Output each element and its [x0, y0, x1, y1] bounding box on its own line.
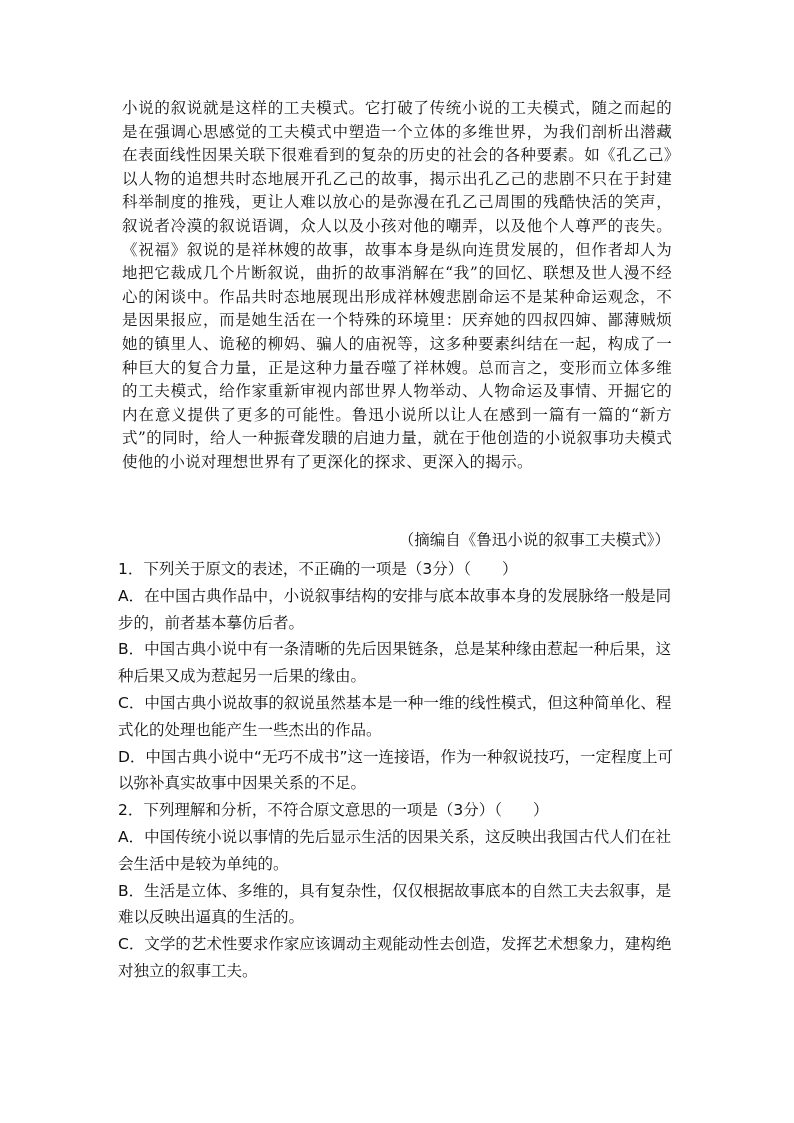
question-1	[118, 556, 678, 797]
option-b: B．生活是立体、多维的，具有复杂性，仅仅根据故事底本的自然工夫去叙事，是难以反映出逼真的生活的。	[118, 881, 672, 927]
option-b: B．中国古典小说中有一条清晰的先后因果链条，总是某种缘由惹起一种后果，这种后果又成为惹起另一后果的缘由。	[118, 640, 672, 686]
option-c: C．中国古典小说故事的叙说虽然基本是一种一维的线性模式，但这种简单化、程式化的处理也能产生一些杰出的作品。	[118, 693, 672, 739]
option-a: A．在中国古典作品中，小说叙事结构的安排与底本故事本身的发展脉络一般是同步的，前者基本摹仿后者。	[118, 586, 672, 632]
question-2	[118, 797, 678, 985]
passage-paragraph: 小说的叙说就是这样的工夫模式。它打破了传统小说的工夫模式，随之而起的是在强调心思感觉的工夫模式中塑造一个立体的多维世界，为我们剖析出潜藏在表面线性因果关联下很难看到的复杂的历史的社会的各种要素。如《孔乙己》以人物的追想共时态地展开孔乙己的故事，揭示出孔乙己的悲剧不只在于封建科举制度的推残，更让人难以放心的是弥漫在孔乙己周围的残酷快活的笑声，叙说者冷漠的叙说语调，众人以及小孩对他的嘲弄，以及他个人尊严的丧失。《祝福》叙说的是祥林嫂的故事，故事本身是纵向连贯发展的，但作者却人为地把它裁成几个片断叙说，曲折的故事消解在“我”的回忆、联想及世人漫不经心的闲谈中。作品共时态地展现出形成祥林嫂悲剧命运不是某种命运观念，不是因果报应，而是她生活在一个特殊的环境里：厌弃她的四叔四婶、鄙薄贼烦她的镇里人、诡秘的柳妈、骗人的庙祝等，这多种要素纠结在一起，构成了一种巨大的复合力量，正是这种力量吞噬了祥林嫂。总而言之，变形而立体多维的工夫模式，给作家重新审视内部世界人物举动、人物命运及事情、开掘它的内在意义提供了更多的可能性。鲁迅小说所以让人在感到一篇有一篇的“新方式”的同时，给人一种振聋发聩的启迪力量，就在于他创造的小说叙事功夫模式使他的小说对理想世界有了更深化的探求、更深入的揭示。	[122, 99, 672, 471]
passage-source: （摘编自《鲁迅小说的叙事工夫模式》）	[398, 531, 670, 549]
question-stem: 2．下列理解和分析，不符合原文意思的一项是（3分）（ ）	[118, 801, 549, 820]
question-list	[118, 556, 678, 985]
reading-passage	[122, 97, 672, 475]
option-d: D．中国古典小说中“无巧不成书”这一连接语，作为一种叙说技巧，一定程度上可以弥补真实故事中因果关系的不足。	[118, 747, 673, 793]
question-stem: 1．下列关于原文的表述，不正确的一项是（3分）（ ）	[118, 560, 518, 578]
option-c: C．文学的艺术性要求作家应该调动主观能动性去创造，发挥艺术想象力，建构绝对独立的叙事工夫。	[118, 935, 672, 980]
option-a: A．中国传统小说以事情的先后显示生活的因果关系，这反映出我国古代人们在社会生活中是较为单纯的。	[118, 827, 672, 873]
